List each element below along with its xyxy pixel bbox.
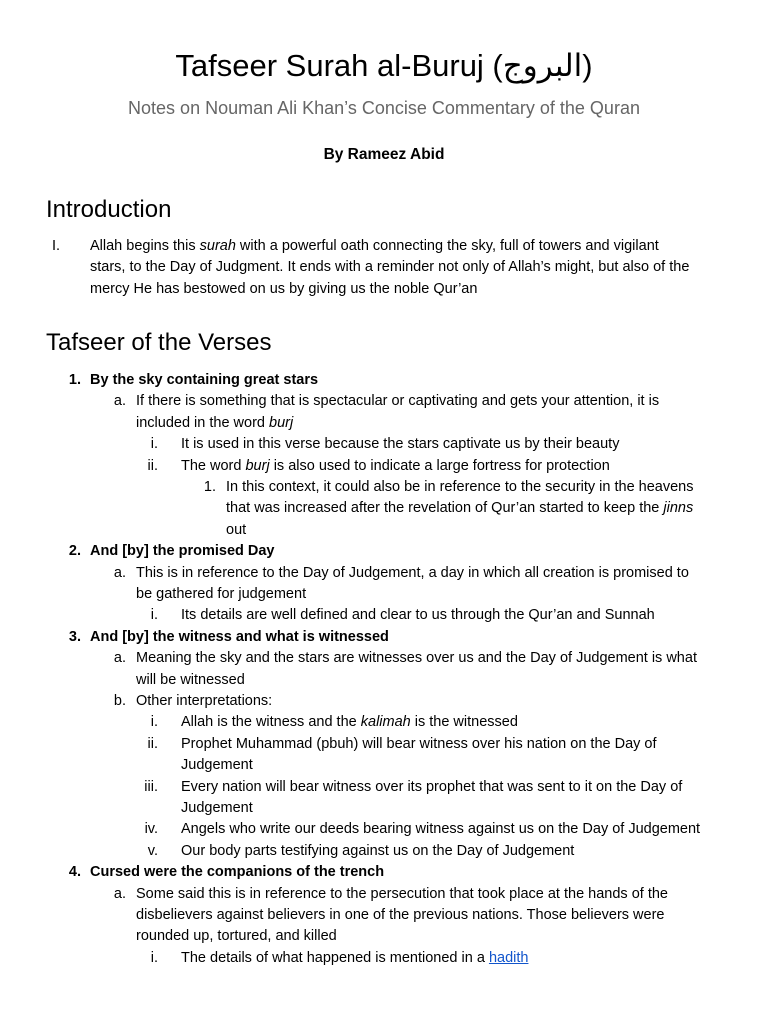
list-marker: i. [150,607,158,624]
text-segment: mercy He has bestowed on us by giving us the noble Qur’an [90,280,478,297]
list-marker: i. [150,714,158,731]
section-heading-introduction: Introduction [46,196,172,223]
italic-term: surah [199,238,236,254]
list-marker: a. [113,393,126,410]
text-line [136,563,689,584]
text-line [90,236,659,257]
text-segment: If there is something that is spectacular or captivating and gets your attention, it is [136,393,660,410]
text-segment: By the sky containing great stars [90,372,319,388]
text-segment: out [226,521,247,538]
text-line [226,477,694,498]
list-marker: a. [113,650,126,667]
text-line [181,777,682,798]
list-marker: i. [150,436,158,453]
text-line [136,391,659,412]
text-line [136,905,664,926]
text-line [181,755,253,776]
list-marker: i. [150,949,158,966]
list-marker: v. [147,842,158,859]
list-marker: 4. [68,864,81,881]
list-marker: ii. [147,735,158,752]
text-line [181,819,700,840]
text-line [136,926,337,947]
text-segment: Our body parts testifying against us on the Day of Judgement [181,842,575,859]
text-line [181,434,619,455]
text-line [136,670,245,691]
italic-term: kalimah [360,714,411,731]
text-segment: Its details are well defined and clear to us through the Qur’an and Sunnah [181,607,655,624]
list-marker: a. [113,564,126,581]
italic-term: burj [269,414,294,431]
list-marker: 1. [203,479,216,495]
text-line [181,605,655,626]
text-segment: rounded up, tortured, and killed [136,928,337,945]
text-segment: with a powerful oath connecting the sky, full of towers and vigilant [235,238,659,254]
list-marker: 1. [68,372,81,388]
text-segment: Allah is the witness and the [181,714,361,731]
list-marker: b. [113,693,126,709]
list-marker: ii. [147,457,158,474]
text-line [181,841,574,862]
text-segment: that was increased after the revelation of Qur’an started to keep the [226,500,664,517]
text-segment: The word [181,457,246,474]
italic-term: burj [245,457,270,474]
text-line [136,691,272,712]
text-line [181,712,518,733]
text-line [136,884,668,905]
text-segment: Judgement [181,757,253,774]
list-marker: I. [52,238,61,254]
text-segment: Allah begins this [90,238,200,254]
text-segment: The details of what happened is mentioned in a [181,949,489,966]
text-line [90,541,275,562]
text-line [181,456,610,477]
text-line [90,627,389,648]
text-line [226,498,693,519]
text-segment: Every nation will bear witness over its prophet that was sent to it on the Day of [181,778,683,795]
text-line [90,862,384,883]
author-byline: By Rameez Abid [323,146,445,163]
text-segment: Cursed were the companions of the trench [90,864,385,881]
text-segment: And [by] the witness and what is witnessed [90,628,389,645]
page-title: Tafseer Surah al-Buruj (البروج) [175,48,593,83]
italic-term: jinns [663,500,694,517]
text-segment: Meaning the sky and the stars are witnesses over us and the Day of Judgement is what [136,650,697,667]
text-segment: be gathered for judgement [136,586,307,602]
text-segment: stars, to the Day of Judgment. It ends with a reminder not only of Allah’s might, but also of the [90,259,690,276]
text-segment: In this context, it could also be in reference to the security in the heavens [226,479,694,495]
text-segment: Prophet Muhammad (pbuh) will bear witness over his nation on the Day of [181,735,657,752]
text-line [181,798,253,819]
text-line [136,413,293,434]
text-line [181,948,528,969]
text-segment: is the witnessed [410,714,518,731]
page-subtitle: Notes on Nouman Ali Khan’s Concise Commentary of the Quran [128,98,640,118]
text-segment: disbelievers against believers in one of the previous nations. Those believers were [136,907,665,923]
text-line [90,257,689,278]
text-segment: This is in reference to the Day of Judgement, a day in which all creation is promised to [136,564,689,581]
hadith-link[interactable]: hadith [488,949,529,966]
text-line [90,370,318,391]
text-line [136,648,697,669]
text-line [90,279,477,300]
text-segment: will be witnessed [136,671,245,688]
text-segment: Other interpretations: [136,693,273,709]
list-marker: a. [113,885,126,902]
text-segment: is also used to indicate a large fortress for protection [269,457,610,474]
text-line [136,584,306,605]
text-line [226,520,246,541]
list-marker: 3. [68,628,81,645]
section-heading-verses: Tafseer of the Verses [46,329,272,356]
text-segment: included in the word [136,414,269,431]
list-marker: iv. [144,821,158,838]
list-marker: iii. [144,778,158,795]
text-segment: Some said this is in reference to the persecution that took place at the hands of the [136,885,668,902]
text-segment: It is used in this verse because the stars captivate us by their beauty [181,436,620,453]
text-segment: And [by] the promised Day [90,543,275,560]
text-segment: Judgement [181,800,253,816]
list-marker: 2. [68,543,81,560]
text-line [181,734,657,755]
text-segment: Angels who write our deeds bearing witness against us on the Day of Judgement [181,821,701,838]
